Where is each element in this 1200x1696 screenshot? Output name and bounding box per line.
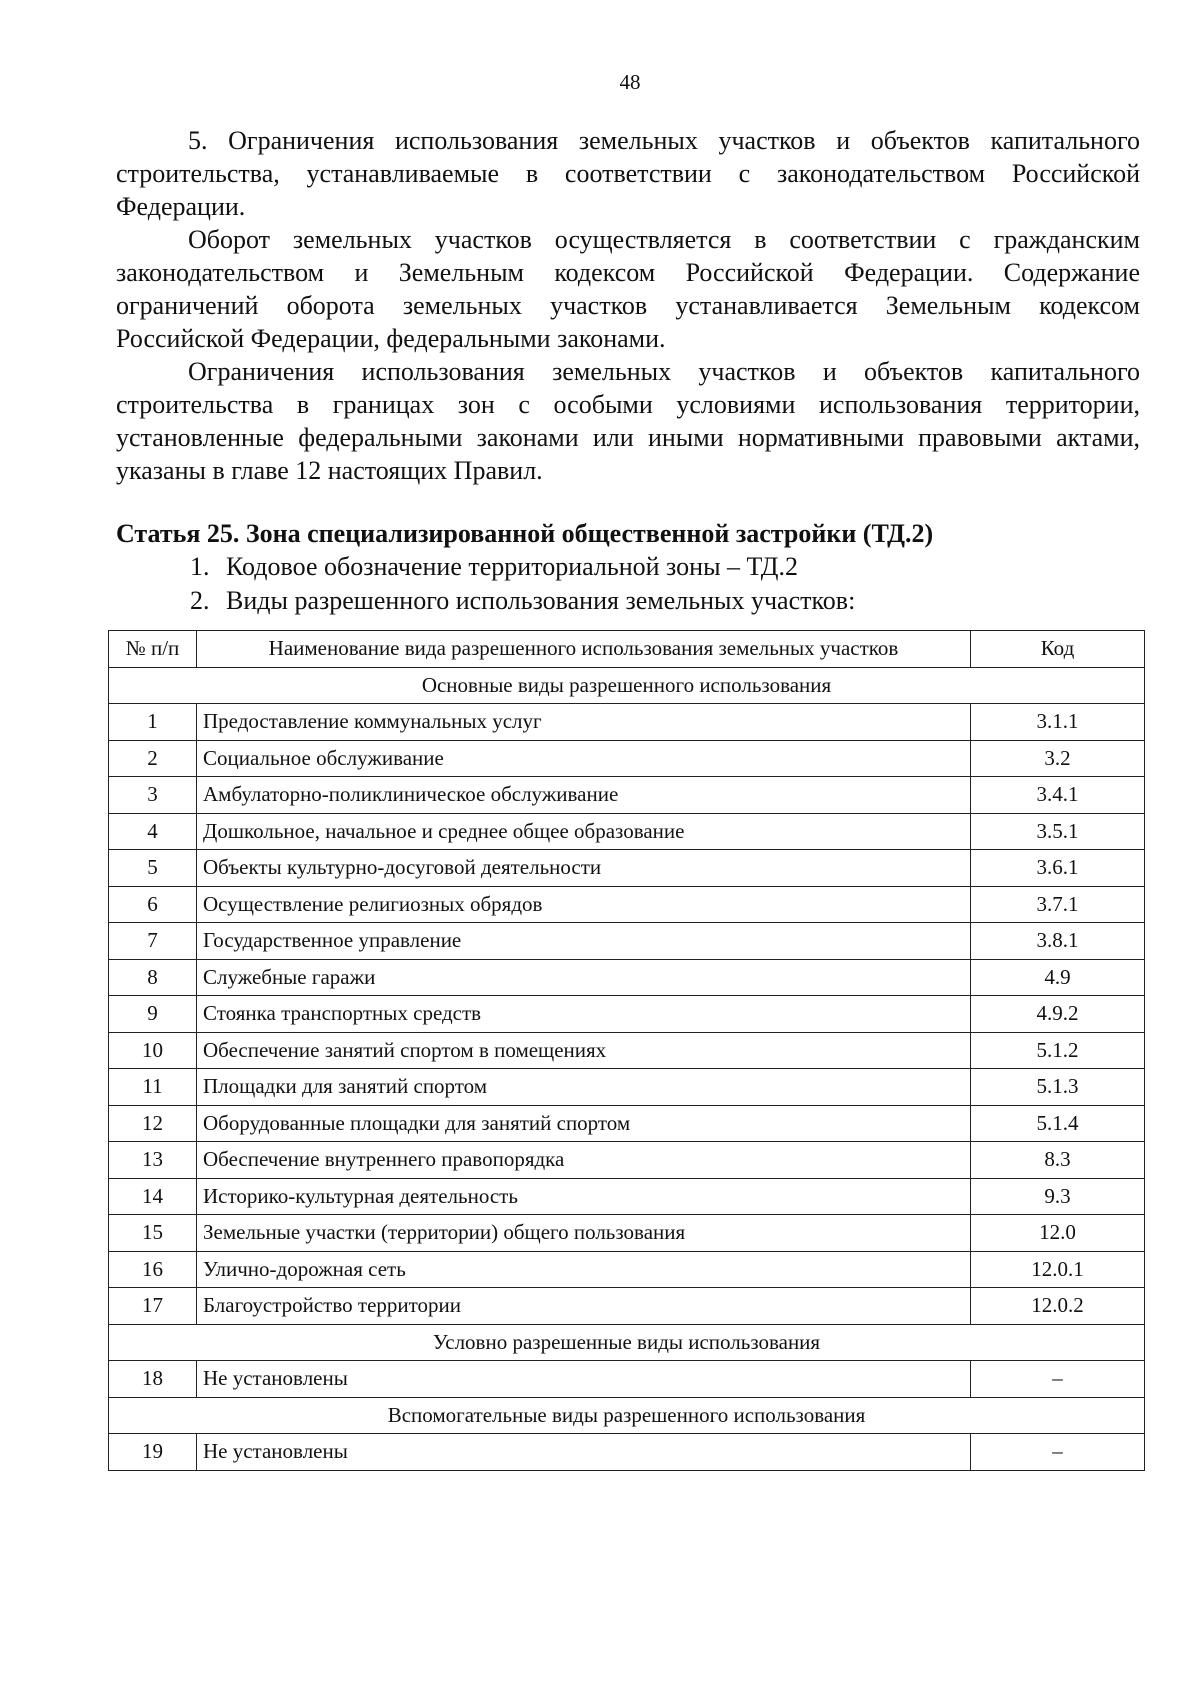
cell-name: Площадки для занятий спортом [197,1069,971,1106]
section-row [109,667,1145,704]
cell-number: 13 [109,1142,197,1179]
table-row [109,813,1145,850]
article-heading: Статья 25. Зона специализированной общественной застройки (ТД.2) [116,519,934,548]
cell-name: Не установлены [197,1361,971,1398]
cell-number: 11 [109,1069,197,1106]
section-row [109,1324,1145,1361]
table-row [109,1178,1145,1215]
list-item-number: 1. [190,552,210,581]
cell-code: – [971,1361,1145,1398]
cell-name: Обеспечение внутреннего правопорядка [197,1142,971,1179]
cell-name: Улично-дорожная сеть [197,1251,971,1288]
cell-code: 12.0.2 [971,1288,1145,1325]
cell-name: Предоставление коммунальных услуг [197,704,971,741]
table-row [109,1251,1145,1288]
cell-name: Осуществление религиозных обрядов [197,886,971,923]
cell-number: 2 [109,740,197,777]
list-item-text: Кодовое обозначение территориальной зоны – ТД.2 [226,552,799,581]
cell-number: 10 [109,1032,197,1069]
cell-code: 12.0 [971,1215,1145,1252]
cell-code: 5.1.2 [971,1032,1145,1069]
cell-code: 3.5.1 [971,813,1145,850]
cell-name: Оборудованные площадки для занятий спортом [197,1105,971,1142]
cell-name: Стоянка транспортных средств [197,996,971,1033]
cell-code: 3.7.1 [971,886,1145,923]
land-use-table [108,630,1145,1471]
table-row [109,959,1145,996]
cell-number: 5 [109,850,197,887]
paragraph: 5. Ограничения использования земельных участков и объектов капитального строительства, устанавливаемые в соответствии с законодательством Российской Федерации. [116,126,1140,221]
header-name: Наименование вида разрешенного использования земельных участков [197,631,971,668]
cell-number: 7 [109,923,197,960]
cell-number: 8 [109,959,197,996]
table-body [109,667,1145,1470]
cell-name: Объекты культурно-досуговой деятельности [197,850,971,887]
table-row [109,1215,1145,1252]
list-item [116,550,1140,584]
cell-number: 12 [109,1105,197,1142]
cell-code: 3.1.1 [971,704,1145,741]
cell-number: 19 [109,1434,197,1471]
table-row [109,923,1145,960]
cell-number: 6 [109,886,197,923]
paragraph: Оборот земельных участков осуществляется в соответствии с гражданским законодательством и Земельным кодексом Российской Федерации. Содержание ограничений оборота земельных участков устанавливается Земельным кодексом Российской Федерации, федеральными законами. [116,225,1140,353]
cell-code: 5.1.3 [971,1069,1145,1106]
table-row [109,850,1145,887]
header-code: Код [971,631,1145,668]
list-item [116,584,1140,618]
cell-code: 4.9.2 [971,996,1145,1033]
cell-code: – [971,1434,1145,1471]
paragraph: Ограничения использования земельных участков и объектов капитального строительства в границах зон с особыми условиями использования территории, установленные федеральными законами или иными нормативными правовыми актами, указаны в главе 12 настоящих Правил. [116,357,1140,485]
cell-number: 1 [109,704,197,741]
cell-name: Социальное обслуживание [197,740,971,777]
table-header-row [109,631,1145,668]
table-row [109,1288,1145,1325]
cell-number: 16 [109,1251,197,1288]
cell-name: Историко-культурная деятельность [197,1178,971,1215]
table-row [109,1032,1145,1069]
cell-number: 15 [109,1215,197,1252]
section-title: Основные виды разрешенного использования [109,667,1145,704]
table-row [109,1069,1145,1106]
table-row [109,996,1145,1033]
cell-code: 3.8.1 [971,923,1145,960]
section-title: Вспомогательные виды разрешенного использования [109,1397,1145,1434]
cell-number: 14 [109,1178,197,1215]
cell-code: 3.6.1 [971,850,1145,887]
cell-code: 12.0.1 [971,1251,1145,1288]
cell-code: 3.2 [971,740,1145,777]
cell-number: 18 [109,1361,197,1398]
section-row [109,1397,1145,1434]
cell-number: 3 [109,777,197,814]
cell-name: Не установлены [197,1434,971,1471]
table-row [109,1361,1145,1398]
cell-number: 9 [109,996,197,1033]
cell-name: Благоустройство территории [197,1288,971,1325]
cell-code: 4.9 [971,959,1145,996]
table-row [109,704,1145,741]
cell-number: 17 [109,1288,197,1325]
table-row [109,1105,1145,1142]
table-row [109,740,1145,777]
cell-name: Государственное управление [197,923,971,960]
cell-name: Обеспечение занятий спортом в помещениях [197,1032,971,1069]
cell-code: 5.1.4 [971,1105,1145,1142]
cell-name: Земельные участки (территории) общего пользования [197,1215,971,1252]
table-row [109,777,1145,814]
list-item-number: 2. [190,586,210,615]
cell-code: 9.3 [971,1178,1145,1215]
section-title: Условно разрешенные виды использования [109,1324,1145,1361]
table-row [109,1434,1145,1471]
table-row [109,1142,1145,1179]
cell-number: 4 [109,813,197,850]
cell-name: Служебные гаражи [197,959,971,996]
document-body [116,124,1140,618]
table-row [109,886,1145,923]
cell-code: 8.3 [971,1142,1145,1179]
list-item-text: Виды разрешенного использования земельных участков: [226,586,856,615]
cell-code: 3.4.1 [971,777,1145,814]
page-number: 48 [619,70,641,94]
header-number: № п/п [109,631,197,668]
cell-name: Амбулаторно-поликлиническое обслуживание [197,777,971,814]
cell-name: Дошкольное, начальное и среднее общее образование [197,813,971,850]
